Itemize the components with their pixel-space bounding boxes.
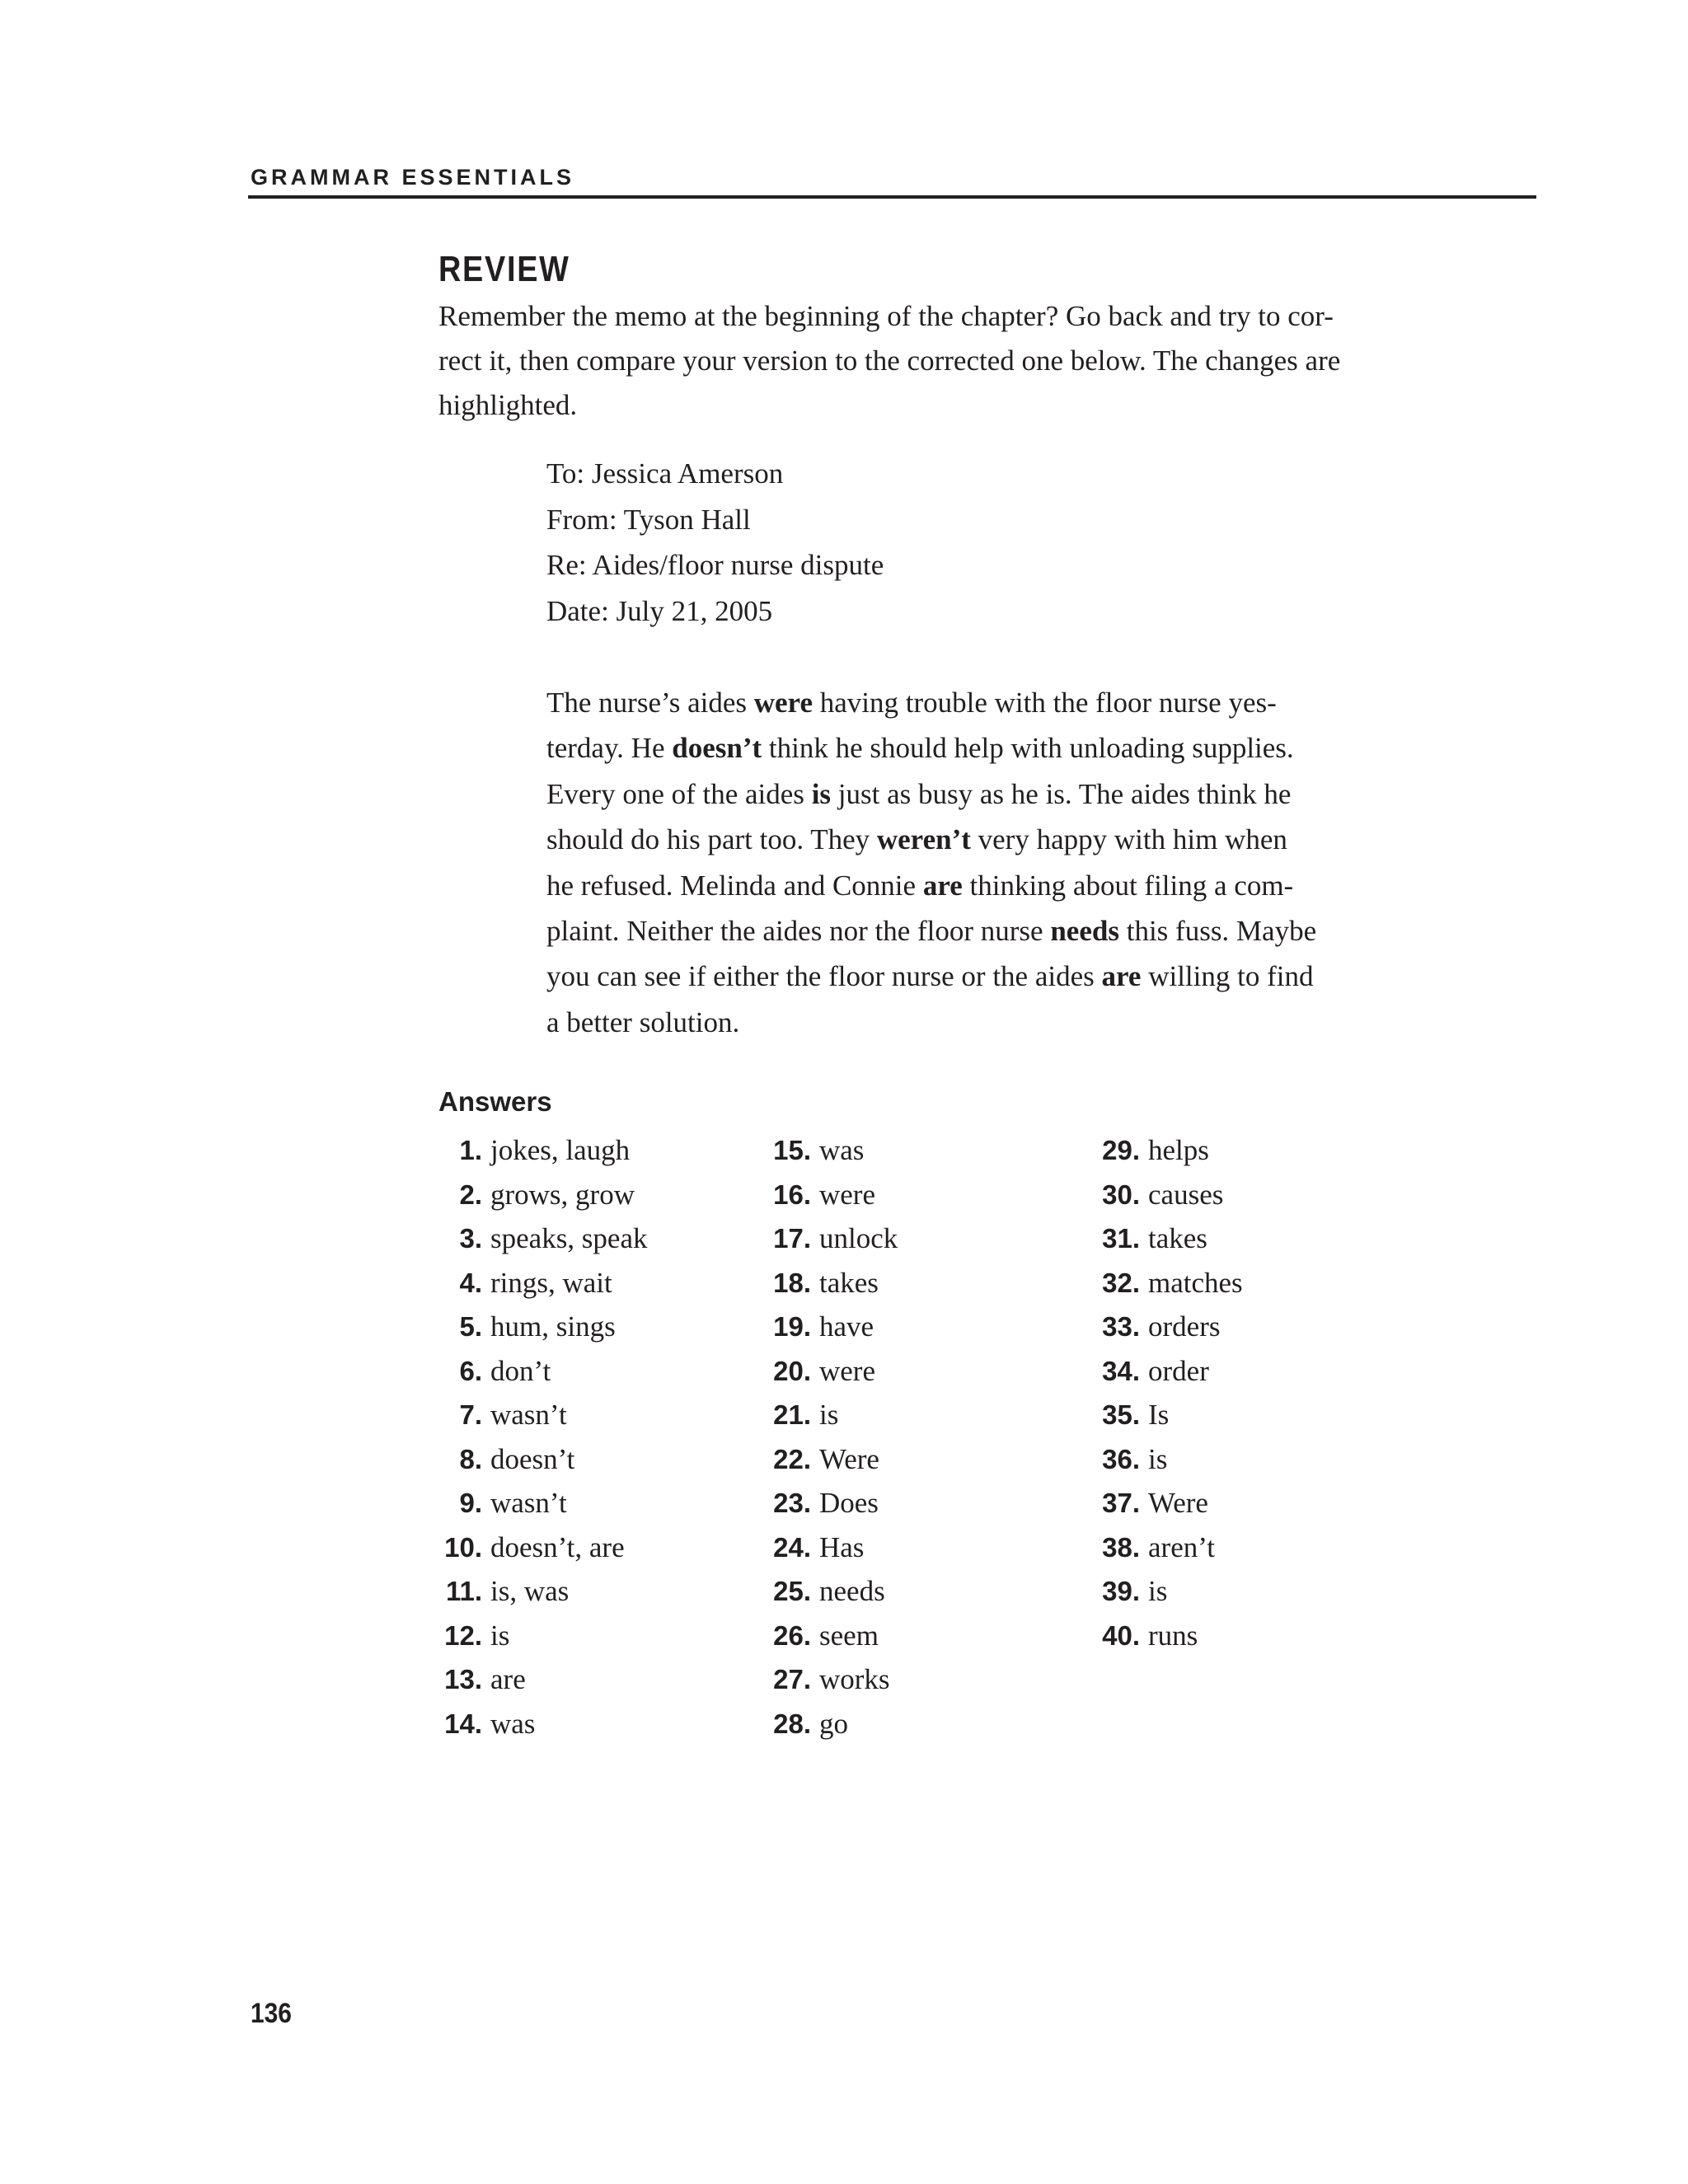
memo-text: willing to find: [1141, 960, 1314, 993]
answer-item: [762, 1526, 898, 1570]
answer-item: [1090, 1437, 1243, 1482]
answer-number: 36.: [1102, 1443, 1140, 1474]
highlighted-correction: were: [753, 687, 813, 719]
answer-text: wasn’t: [490, 1399, 567, 1431]
answer-item: [1090, 1305, 1243, 1349]
answer-number: 7.: [459, 1399, 482, 1430]
highlighted-correction: doesn’t: [672, 732, 762, 765]
memo-text: Every one of the aides: [546, 777, 812, 810]
answer-text: doesn’t, are: [490, 1530, 625, 1563]
memo-text: terday. He: [546, 732, 673, 765]
answer-item: [762, 1702, 898, 1746]
answer-text: Has: [819, 1530, 865, 1563]
answer-number: 38.: [1102, 1531, 1140, 1563]
intro-line: highlighted.: [438, 389, 578, 421]
answer-item: [1090, 1128, 1243, 1173]
answer-number: 22.: [773, 1443, 811, 1474]
answer-text: were: [819, 1178, 876, 1211]
memo-text: The nurse’s aides: [546, 687, 754, 719]
answer-item: [762, 1657, 898, 1702]
answer-number: 19.: [773, 1311, 811, 1342]
answer-text: doesn’t: [490, 1442, 575, 1475]
answer-text: jokes, laugh: [490, 1134, 631, 1166]
answer-item: [433, 1216, 648, 1261]
answers-heading: Answers: [438, 1086, 552, 1117]
answer-number: 12.: [444, 1619, 482, 1651]
answer-item: [433, 1614, 648, 1658]
memo-body-line: [546, 1000, 1316, 1045]
answer-text: were: [819, 1354, 876, 1387]
answer-number: 33.: [1102, 1311, 1140, 1342]
answer-item: [433, 1173, 648, 1217]
memo-text: plaint. Neither the aides nor the floor nurse: [546, 915, 1051, 948]
answer-text: is, was: [490, 1575, 570, 1607]
intro-line: Remember the memo at the beginning of the chapter? Go back and try to cor-: [438, 300, 1334, 332]
answer-number: 1.: [459, 1135, 482, 1165]
answer-text: seem: [819, 1619, 879, 1652]
answer-number: 15.: [773, 1135, 811, 1165]
answer-text: takes: [1148, 1222, 1207, 1254]
memo-text: should do his part too. They: [546, 823, 877, 856]
answer-item: [1090, 1481, 1243, 1526]
answer-text: orders: [1148, 1310, 1221, 1343]
answer-number: 13.: [444, 1664, 482, 1694]
answer-item: [762, 1349, 898, 1394]
answer-number: 6.: [459, 1355, 482, 1386]
memo-to: To: Jessica Amerson: [546, 457, 784, 490]
answer-number: 5.: [459, 1311, 482, 1342]
highlighted-correction: weren’t: [876, 823, 971, 856]
answer-text: takes: [819, 1266, 879, 1299]
answer-text: aren’t: [1148, 1530, 1215, 1563]
memo-text: just as busy as he is. The aides think he: [831, 777, 1292, 810]
answer-text: go: [819, 1707, 848, 1740]
answer-item: [762, 1393, 898, 1437]
answer-number: 17.: [773, 1223, 811, 1254]
highlighted-correction: needs: [1050, 915, 1119, 948]
answer-number: 28.: [773, 1708, 811, 1739]
answer-item: [433, 1349, 648, 1394]
answer-number: 3.: [459, 1223, 482, 1254]
answer-number: 18.: [773, 1267, 811, 1298]
memo-body: [546, 680, 1316, 1045]
memo-text: very happy with him when: [970, 823, 1287, 856]
answer-number: 4.: [459, 1267, 482, 1298]
answers-column-2: [762, 1128, 898, 1746]
answer-item: [762, 1128, 898, 1173]
answer-item: [433, 1437, 648, 1482]
answer-item: [433, 1128, 648, 1173]
memo-text: this fuss. Maybe: [1118, 915, 1317, 948]
answer-text: order: [1148, 1354, 1209, 1387]
answer-text: is: [819, 1399, 839, 1431]
answer-item: [1090, 1614, 1243, 1658]
answer-text: needs: [819, 1575, 885, 1607]
memo-body-line: [546, 817, 1316, 862]
answer-item: [1090, 1216, 1243, 1261]
answer-text: unlock: [819, 1222, 898, 1254]
answer-item: [1090, 1393, 1243, 1437]
answer-number: 30.: [1102, 1179, 1140, 1210]
answer-text: speaks, speak: [490, 1222, 648, 1254]
answer-text: Does: [819, 1487, 879, 1519]
answer-item: [762, 1481, 898, 1526]
answer-item: [762, 1216, 898, 1261]
review-heading: REVIEW: [438, 249, 570, 289]
intro-line: rect it, then compare your version to the corrected one below. The changes are: [438, 344, 1341, 377]
memo-text: he refused. Melinda and Connie: [546, 869, 923, 902]
answer-number: 21.: [773, 1399, 811, 1430]
answer-text: was: [490, 1707, 536, 1740]
answer-number: 9.: [459, 1488, 482, 1518]
answer-number: 10.: [444, 1531, 482, 1563]
answer-text: don’t: [490, 1354, 551, 1387]
answer-item: [433, 1526, 648, 1570]
memo-body-line: [546, 725, 1316, 771]
answer-text: wasn’t: [490, 1487, 567, 1519]
answer-item: [762, 1261, 898, 1305]
answer-number: 24.: [773, 1531, 811, 1563]
answer-item: [433, 1393, 648, 1437]
answer-text: hum, sings: [490, 1310, 616, 1343]
memo-text: a better solution.: [546, 1005, 740, 1038]
answer-item: [1090, 1349, 1243, 1394]
answer-text: causes: [1148, 1178, 1224, 1211]
answer-number: 29.: [1102, 1135, 1140, 1165]
memo-body-line: [546, 863, 1316, 908]
answer-item: [1090, 1526, 1243, 1570]
running-head: GRAMMAR ESSENTIALS: [251, 165, 575, 190]
answer-item: [762, 1305, 898, 1349]
answer-text: is: [490, 1619, 510, 1652]
highlighted-correction: are: [922, 869, 963, 902]
answers-column-3: [1090, 1128, 1243, 1657]
memo-body-line: [546, 954, 1316, 999]
answer-number: 8.: [459, 1443, 482, 1474]
answer-item: [433, 1481, 648, 1526]
answer-item: [1090, 1173, 1243, 1217]
answer-item: [433, 1261, 648, 1305]
answer-item: [762, 1614, 898, 1658]
memo-from: From: Tyson Hall: [546, 503, 751, 536]
answer-number: 16.: [773, 1179, 811, 1210]
answer-item: [762, 1437, 898, 1482]
memo-text: having trouble with the floor nurse yes-: [812, 687, 1277, 719]
answer-number: 37.: [1102, 1488, 1140, 1518]
answer-text: helps: [1148, 1134, 1209, 1166]
answer-number: 31.: [1102, 1223, 1140, 1254]
answer-item: [1090, 1569, 1243, 1614]
memo-re: Re: Aides/floor nurse dispute: [546, 549, 884, 581]
answer-text: works: [819, 1663, 890, 1695]
answer-number: 23.: [773, 1488, 811, 1518]
answer-number: 20.: [773, 1355, 811, 1386]
memo-text: think he should help with unloading supplies.: [762, 732, 1294, 765]
page-number: 136: [251, 1998, 292, 2029]
answer-number: 2.: [459, 1179, 482, 1210]
review-intro: [438, 294, 1411, 428]
answer-number: 14.: [444, 1708, 482, 1739]
answers-column-1: [433, 1128, 648, 1746]
highlighted-correction: is: [811, 777, 832, 810]
answer-text: Is: [1148, 1399, 1170, 1431]
answer-item: [762, 1569, 898, 1614]
memo-body-line: [546, 908, 1316, 954]
answer-text: are: [490, 1663, 526, 1695]
answer-number: 11.: [445, 1576, 482, 1606]
answer-number: 40.: [1102, 1619, 1140, 1651]
answer-item: [433, 1569, 648, 1614]
answer-number: 25.: [773, 1576, 811, 1606]
answer-item: [1090, 1261, 1243, 1305]
answer-item: [433, 1305, 648, 1349]
answer-text: Were: [1148, 1487, 1208, 1519]
memo-body-line: [546, 680, 1316, 725]
answer-number: 39.: [1102, 1576, 1140, 1606]
answer-text: is: [1148, 1442, 1168, 1475]
answer-number: 35.: [1102, 1399, 1140, 1430]
memo-text: thinking about filing a com-: [962, 869, 1294, 902]
answer-item: [762, 1173, 898, 1217]
answer-text: runs: [1148, 1619, 1198, 1652]
answer-text: was: [819, 1134, 865, 1166]
answer-text: grows, grow: [490, 1178, 635, 1211]
answer-item: [433, 1657, 648, 1702]
header-rule: [248, 195, 1536, 199]
answer-number: 34.: [1102, 1355, 1140, 1386]
memo-text: you can see if either the floor nurse or the aides: [546, 960, 1102, 993]
answer-number: 27.: [773, 1664, 811, 1694]
answer-number: 26.: [773, 1619, 811, 1651]
answer-text: Were: [819, 1442, 879, 1475]
answer-text: is: [1148, 1575, 1168, 1607]
memo-header: [546, 451, 884, 634]
memo-date: Date: July 21, 2005: [546, 594, 773, 627]
answer-item: [433, 1702, 648, 1746]
highlighted-correction: are: [1101, 960, 1142, 993]
answer-text: matches: [1148, 1266, 1243, 1299]
memo-body-line: [546, 771, 1316, 817]
answer-text: rings, wait: [490, 1266, 612, 1299]
answer-number: 32.: [1102, 1267, 1140, 1298]
answer-text: have: [819, 1310, 874, 1343]
